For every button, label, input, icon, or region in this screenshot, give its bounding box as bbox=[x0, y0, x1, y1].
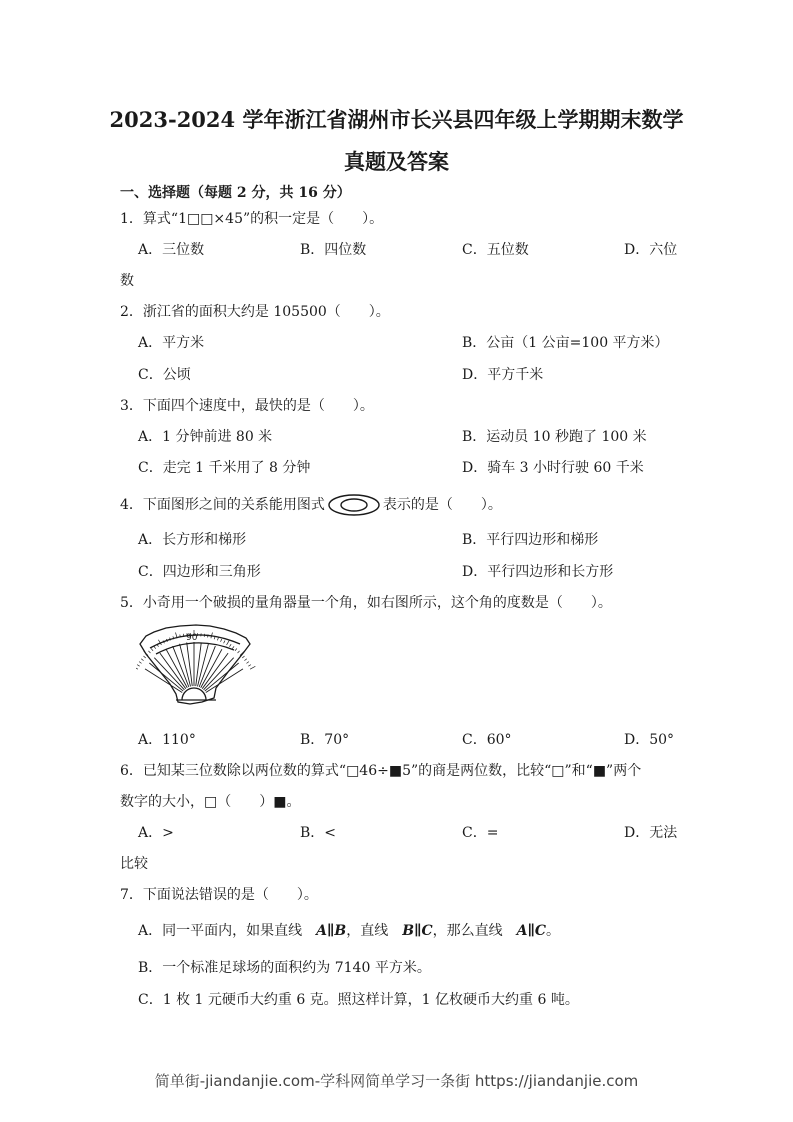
q7-a-text-1: A．同一平面内，如果直线 bbox=[138, 923, 317, 939]
protractor-ray bbox=[173, 646, 189, 687]
q2-option-a: A．平方米 bbox=[138, 335, 205, 351]
protractor-tick bbox=[137, 665, 140, 667]
q6-option-b: B．< bbox=[300, 825, 337, 841]
protractor-tick bbox=[217, 638, 218, 641]
protractor-ray bbox=[205, 663, 239, 691]
protractor-label-90: 90 bbox=[186, 633, 198, 643]
q1-option-d-wrap: 数 bbox=[120, 273, 134, 289]
protractor-ray bbox=[145, 669, 182, 693]
protractor-tick bbox=[248, 665, 251, 667]
protractor-tick bbox=[224, 641, 225, 644]
q1-option-c: C．五位数 bbox=[462, 242, 529, 258]
question-3-stem: 3．下面四个速度中，最快的是（ ）。 bbox=[120, 398, 374, 414]
q5-option-d: D．50° bbox=[624, 732, 675, 748]
protractor-tick bbox=[154, 646, 156, 648]
section-heading: 一、选择题（每题 2 分，共 16 分） bbox=[120, 185, 351, 201]
page-title-line2: 真题及答案 bbox=[344, 149, 449, 174]
q6-option-d-wrap: 比较 bbox=[120, 856, 148, 872]
protractor-tick bbox=[143, 656, 145, 658]
protractor-ray bbox=[206, 669, 243, 693]
question-4-stem bbox=[120, 493, 502, 517]
question-2-stem: 2．浙江省的面积大约是 105500（ ）。 bbox=[120, 304, 390, 320]
protractor-tick bbox=[221, 639, 222, 642]
q7-option-a bbox=[138, 920, 560, 940]
protractor-tick bbox=[139, 662, 141, 664]
protractor-tick bbox=[235, 649, 237, 651]
protractor-tick bbox=[244, 659, 246, 661]
page-title-line1: 2023-2024 学年浙江省湖州市长兴县四年级上学期期末数学 bbox=[109, 107, 684, 132]
protractor-tick bbox=[250, 666, 255, 669]
q5-option-a: A．110° bbox=[138, 732, 196, 748]
protractor-tick bbox=[229, 644, 231, 646]
q7-a-symbol-2: B∥C bbox=[402, 923, 433, 939]
q2-option-c: C．公顷 bbox=[138, 367, 191, 383]
q7-a-text-3: ，那么直线 bbox=[432, 923, 517, 939]
protractor-ray bbox=[187, 642, 193, 686]
question-7-stem: 7．下面说法错误的是（ ）。 bbox=[120, 887, 318, 903]
protractor-ray bbox=[180, 644, 191, 687]
protractor-tick bbox=[232, 646, 234, 648]
q3-option-d: D．骑车 3 小时行驶 60 千米 bbox=[462, 460, 644, 476]
protractor-tick bbox=[151, 649, 153, 651]
q7-option-b: B．一个标准足球场的面积约为 7140 平方米。 bbox=[138, 960, 431, 976]
protractor-ray bbox=[202, 653, 228, 689]
q7-a-symbol-3: A∥C bbox=[516, 923, 547, 939]
q4-option-b: B．平行四边形和梯形 bbox=[462, 532, 599, 548]
protractor-tick bbox=[141, 659, 143, 661]
q3-option-c: C．走完 1 千米用了 8 分钟 bbox=[138, 460, 311, 476]
footer-watermark: 简单街-jiandanjie.com-学科网简单学习一条街 https://jiandanjie.com bbox=[154, 1072, 639, 1090]
q1-option-a: A．三位数 bbox=[138, 242, 205, 258]
q4-stem-after: 表示的是（ ）。 bbox=[382, 497, 502, 513]
nested-ellipses-icon bbox=[327, 493, 381, 517]
q3-option-a: A．1 分钟前进 80 米 bbox=[138, 429, 273, 445]
q2-option-d: D．平方千米 bbox=[462, 367, 544, 383]
protractor-tick bbox=[242, 656, 244, 658]
q7-a-text-2: ，直线 bbox=[346, 923, 403, 939]
q7-option-c: C．1 枚 1 元硬币大约重 6 克。照这样计算，1 亿枚硬币大约重 6 吨。 bbox=[138, 992, 579, 1008]
question-6-stem-line1: 6．已知某三位数除以两位数的算式“□46÷■5”的商是两位数，比较“□”和“■”两个 bbox=[120, 763, 642, 779]
protractor-tick bbox=[227, 640, 230, 645]
q5-option-c: C．60° bbox=[462, 732, 512, 748]
q6-option-d: D．无法 bbox=[624, 825, 678, 841]
question-6-stem-line2: 数字的大小，□（ ）■。 bbox=[120, 794, 301, 810]
protractor-ray bbox=[197, 644, 208, 687]
q4-option-a: A．长方形和梯形 bbox=[138, 532, 247, 548]
protractor-tick bbox=[238, 651, 240, 653]
protractor-ray bbox=[196, 642, 202, 686]
q6-option-a: A．> bbox=[138, 825, 174, 841]
q6-option-c: C．= bbox=[462, 825, 499, 841]
question-5-stem: 5．小奇用一个破损的量角器量一个角，如右图所示，这个角的度数是（ ）。 bbox=[120, 595, 612, 611]
protractor-ray bbox=[199, 646, 215, 687]
q2-option-b: B．公亩（1 公亩=100 平方米） bbox=[462, 335, 669, 351]
q7-a-text-4: 。 bbox=[546, 923, 561, 939]
protractor-tick bbox=[246, 662, 248, 664]
protractor-tick bbox=[136, 666, 138, 669]
broken-protractor-figure bbox=[136, 622, 256, 708]
protractor-ray bbox=[149, 663, 183, 691]
q4-option-d: D．平行四边形和长方形 bbox=[462, 564, 614, 580]
q4-stem-before: 4．下面图形之间的关系能用图式 bbox=[120, 497, 325, 513]
q1-option-d: D．六位 bbox=[624, 242, 678, 258]
q5-option-b: B．70° bbox=[300, 732, 350, 748]
protractor-tick bbox=[148, 651, 150, 653]
q4-option-c: C．四边形和三角形 bbox=[138, 564, 261, 580]
protractor-ray bbox=[160, 653, 186, 689]
q7-a-symbol-1: A∥B bbox=[316, 923, 347, 939]
question-1-stem: 1．算式“1□□×45”的积一定是（ ）。 bbox=[120, 211, 384, 227]
q3-option-b: B．运动员 10 秒跑了 100 米 bbox=[462, 429, 647, 445]
q1-option-b: B．四位数 bbox=[300, 242, 367, 258]
